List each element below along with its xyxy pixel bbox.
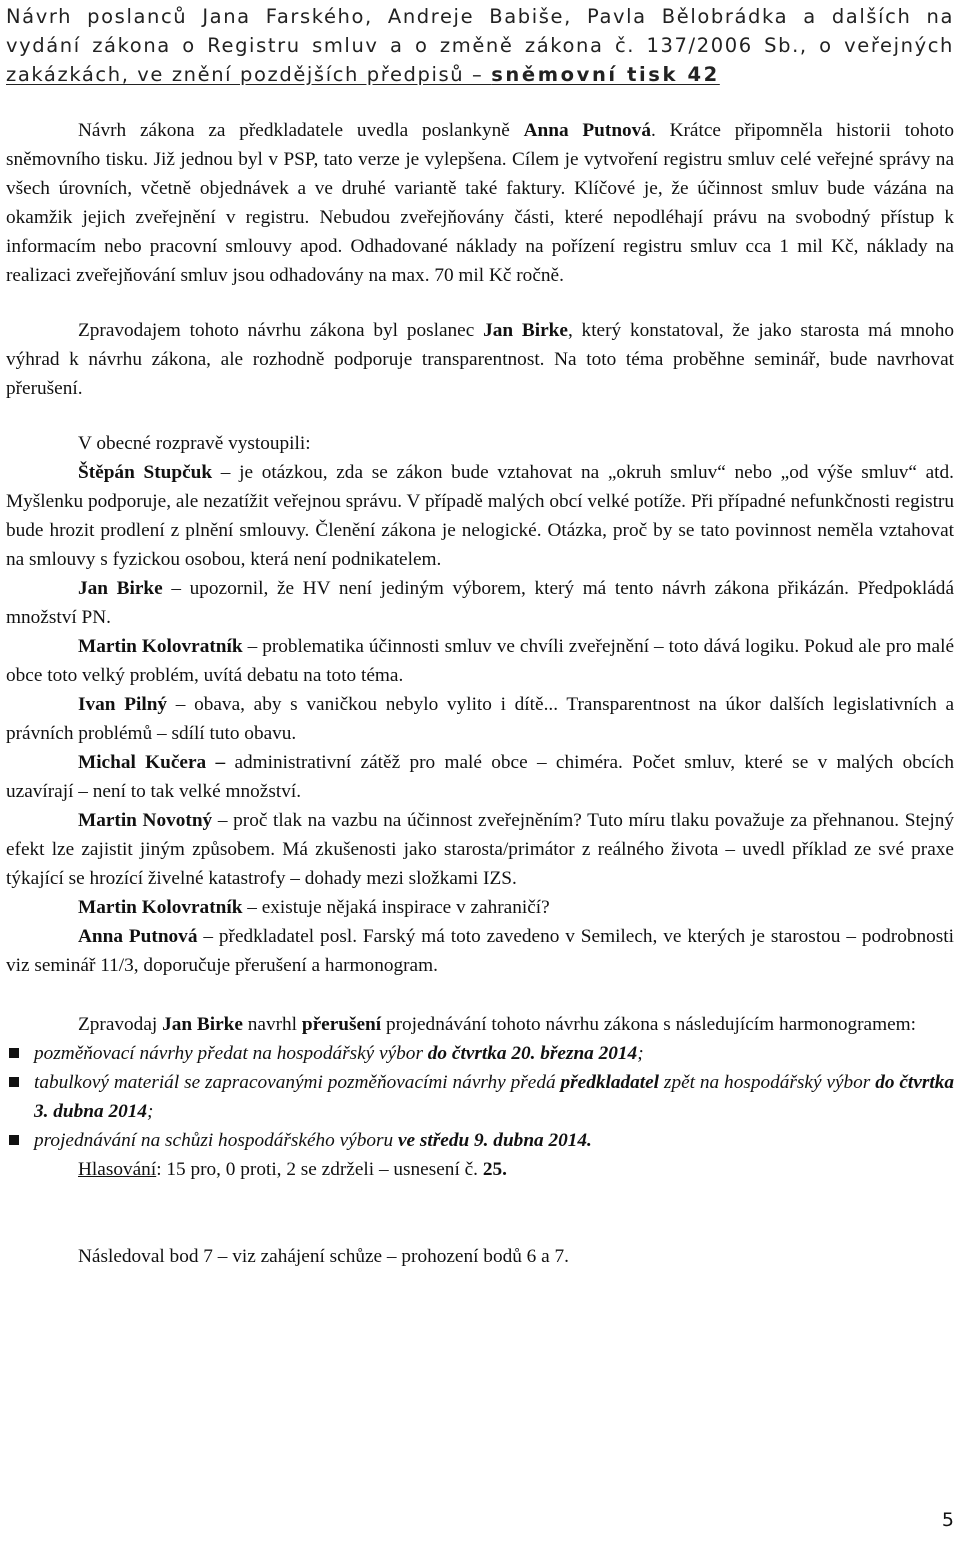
intro-text-b: . Krátce připomněla historii tohoto sněmovního tisku. Již jednou byl v PSP, tato verze je vylepšena. Cílem je vytvoření registru smluv celé veřejné správy na všech úrovních, včetně objednávek a ve druhé variantě také faktury. Klíčové je, že účinnost smluv bude vázána na okamžik jejich zveřejnění v registru. Nebudou zveřejňovány části, které nepodléhají právu na svobodný přístup k informacím nebo pracovní smlouvy apod. Odhadované náklady na pořízení registru smluv cca 1 mil Kč, náklady na realizaci zveřejňování smluv jsou odhadovány na max. 70 mil Kč ročně. [6,120,954,286]
speaker-paragraph [6,574,954,632]
proposal-bold: přerušení [301,1014,382,1035]
rapporteur-text-b: , který konstatoval, že jako starosta má mnoho výhrad k návrhu zákona, ale rozhodně podporuje transparentnost. Na toto téma proběhne seminář, bude navrhovat přerušení. [6,320,954,399]
speaker-name: Martin Kolovratník [78,636,243,657]
speaker-text: – je otázkou, zda se zákon bude vztahovat na „okruh smluv“ nebo „od výše smluv“ atd. Myšlenku podporuje, ale nezatížit veřejnou správu. V případě malých obcí velké potíže. Při případné nefunkčnosti registru bude hrozit prodlení z plnění smlouvy. Členění zákona je nelogické. Otázka, proč by se tato povinnost neměla vztahovat na smlouvy s fyzickou osobou, která není podnikatelem. [6,462,954,570]
proposal-text-a: Zpravodaj [78,1014,163,1035]
schedule-end: ; [637,1043,644,1064]
schedule-deadline: ve středu 9. dubna 2014. [397,1130,592,1151]
square-bullet-icon [9,1135,19,1145]
resolution-number: 25. [482,1159,507,1180]
schedule-text: tabulkový materiál se zapracovanými pozměňovacími návrhy předá [34,1072,561,1093]
proposal-paragraph [6,1010,954,1039]
document-title [6,2,954,89]
speaker-text: – obava, aby s vaničkou nebylo vylito i dítě... Transparentnost na úkor dalších legislativních a právních problémů – sdílí tuto obavu. [6,694,954,744]
schedule-end: ; [147,1101,154,1122]
schedule-deadline: do čtvrtka 3. dubna 2014 [34,1072,954,1122]
document-page [0,2,960,1552]
speaker-paragraph [6,458,954,574]
speaker-name: Jan Birke [78,578,163,599]
speaker-paragraph [6,748,954,806]
schedule-deadline: do čtvrtka 20. března 2014 [427,1043,638,1064]
rapporteur-paragraph [6,316,954,403]
schedule-text: pozměňovací návrhy předat na hospodářský výbor [34,1043,428,1064]
debate-heading: V obecné rozpravě vystoupili: [78,433,311,454]
speaker-paragraph [6,690,954,748]
intro-text-a: Návrh zákona za předkladatele uvedla poslankyně [78,120,524,141]
speaker-text: – proč tlak na vazbu na účinnost zveřejněním? Tuto míru tlaku považuje za přehnanou. Stejný efekt lze zajistit jiným způsobem. Má zkušenosti jako starosta/primátor z reálného života – uvedl příklad ze své praxe týkající se hrozící živelné katastrofy – dohady mezi složkami IZS. [6,810,954,889]
vote-text: : 15 pro, 0 proti, 2 se zdrželi – usnesení č. [156,1159,483,1180]
vote-label: Hlasování [78,1159,157,1180]
square-bullet-icon [9,1077,19,1087]
page-number: 5 [941,1509,954,1531]
speaker-name: Michal Kučera – [78,752,226,773]
title-line-3-text: zakázkách, ve znění pozdějších předpisů – [6,63,492,86]
speaker-name: Anna Putnová [78,926,198,947]
speaker-paragraph [6,893,954,922]
title-line-3 [6,63,720,86]
proposal-text-b: navrhl [242,1014,302,1035]
schedule-item [6,1126,954,1155]
speaker-name: Ivan Pilný [78,694,168,715]
speaker-name: Martin Kolovratník [78,897,243,918]
rapporteur-text-a: Zpravodajem tohoto návrhu zákona byl poslanec [78,320,484,341]
speaker-paragraph [6,922,954,980]
presenter-name: Anna Putnová [523,120,651,141]
vote-line [6,1155,954,1184]
square-bullet-icon [9,1048,19,1058]
speaker-paragraph [6,806,954,893]
speaker-text: – upozornil, že HV není jediným výborem, který má tento návrh zákona přikázán. Předpokládá množství PN. [6,578,955,628]
title-line-1: Návrh poslanců Jana Farského, Andreje Babiše, Pavla Bělobrádka a dalších na [6,5,954,28]
title-line-2: vydání zákona o Registru smluv a o změně zákona č. 137/2006 Sb., o veřejných [6,34,954,57]
schedule-item [6,1039,954,1068]
schedule-text-2: zpět na hospodářský výbor [659,1072,876,1093]
print-number: sněmovní tisk 42 [491,63,720,86]
proposal-text-c: projednávání tohoto návrhu zákona s následujícím harmonogramem: [381,1014,917,1035]
speaker-text: – předkladatel posl. Farský má toto zavedeno v Semilech, ve kterých je starostou – podrobnosti viz seminář 11/3, doporučuje přerušení a harmonogram. [6,926,954,976]
schedule-list [6,1039,954,1155]
intro-paragraph [6,116,954,290]
speaker-text: – existuje nějaká inspirace v zahraničí? [242,897,550,918]
next-item-paragraph: Následoval bod 7 – viz zahájení schůze – prohození bodů 6 a 7. [78,1246,569,1267]
speaker-name: Štěpán Stupčuk [78,462,213,483]
speaker-paragraph [6,632,954,690]
schedule-text: projednávání na schůzi hospodářského výboru [34,1130,398,1151]
speaker-name: Martin Novotný [78,810,213,831]
schedule-item [6,1068,954,1126]
proposal-name: Jan Birke [162,1014,243,1035]
schedule-bold: předkladatel [560,1072,660,1093]
speaker-text: – problematika účinnosti smluv ve chvíli zveřejnění – toto dává logiku. Pokud ale pro malé obce toto velký problém, uvítá debatu na toto téma. [6,636,955,686]
rapporteur-name: Jan Birke [483,320,568,341]
speaker-text: administrativní zátěž pro malé obce – chiméra. Počet smluv, které se v malých obcích uzavírají – není to tak velké množství. [6,752,954,802]
